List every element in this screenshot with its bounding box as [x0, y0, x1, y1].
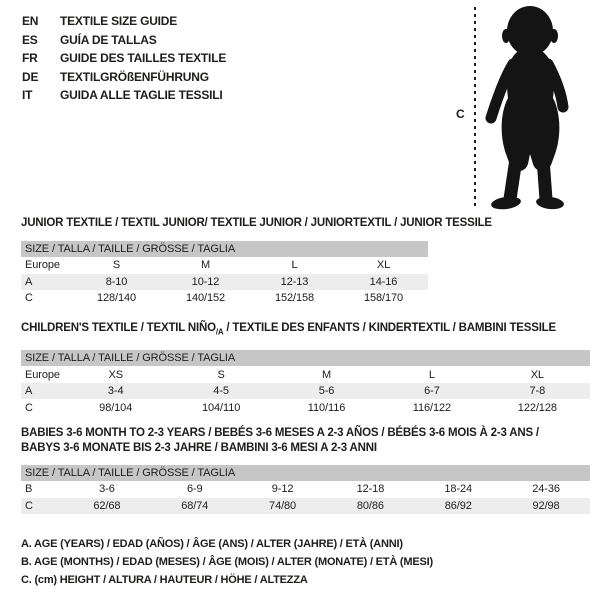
age-cell: 8-10	[105, 275, 128, 288]
table-row-height	[21, 498, 590, 515]
height-cell: 98/104	[99, 401, 133, 414]
height-measure-label: C	[456, 107, 465, 121]
language-title-list	[22, 12, 226, 105]
table-row-age	[21, 383, 590, 400]
title-part: CHILDREN'S TEXTILE / TEXTIL NIÑO	[21, 322, 216, 334]
age-cell: 4-5	[213, 385, 229, 398]
title-line-1: BABIES 3-6 MONTH TO 2-3 YEARS / BEBÉS 3-6 MESES A 2-3 AÑOS / BÉBÉS 3-6 MOIS À 2-3 ANS /	[21, 427, 539, 439]
age-cell: 9-12	[271, 483, 294, 496]
height-cell: 74/80	[269, 499, 297, 512]
title-subscript: /A	[215, 327, 224, 337]
childrens-textile-table	[21, 321, 590, 416]
language-code: DE	[22, 69, 39, 84]
age-cell: 14-16	[369, 275, 398, 288]
language-row-fr	[22, 49, 226, 68]
childrens-table-title	[21, 321, 590, 339]
table-row-height	[21, 290, 428, 307]
note-age-months: B. AGE (MONTHS) / EDAD (MESES) / ÂGE (MOIS) / ALTER (MONATE) / ETÀ (MESI)	[21, 556, 433, 568]
age-cell: 3-4	[107, 385, 124, 398]
size-cell: XL	[530, 368, 544, 381]
guide-title-es: GUÍA DE TALLAS	[60, 32, 157, 47]
note-age-years: A. AGE (YEARS) / EDAD (AÑOS) / ÂGE (ANS) / ALTER (JAHRE) / ETÀ (ANNI)	[21, 538, 403, 550]
language-code: ES	[22, 32, 38, 47]
size-header-bar: SIZE / TALLA / TAILLE / GRÖSSE / TAGLIA	[21, 241, 428, 257]
junior-table-title: JUNIOR TEXTILE / TEXTIL JUNIOR/ TEXTILE JUNIOR / JUNIORTEXTIL / JUNIOR TESSILE	[21, 217, 492, 229]
height-cell: 104/110	[201, 401, 241, 414]
age-cell: 24-36	[532, 483, 560, 496]
size-cell: L	[428, 368, 435, 381]
language-code: EN	[22, 14, 39, 29]
age-cell: 6-9	[186, 483, 203, 496]
size-cell: M	[200, 259, 211, 272]
height-cell: 92/98	[532, 499, 560, 512]
height-cell: 110/116	[307, 401, 346, 414]
size-cell: S	[112, 259, 121, 272]
height-cell: 116/122	[412, 401, 452, 414]
size-cell: XS	[108, 368, 123, 381]
age-cell: 5-6	[318, 385, 335, 398]
row-label: C	[25, 499, 33, 512]
table-row-europe	[21, 366, 590, 383]
row-label: C	[25, 292, 33, 305]
babies-table-title	[21, 426, 590, 456]
height-cell: 128/140	[96, 292, 137, 305]
row-label: B	[25, 483, 33, 496]
row-label: C	[25, 401, 33, 414]
language-row-en	[22, 12, 226, 31]
size-cell: XL	[376, 259, 391, 272]
size-cell: S	[217, 368, 225, 381]
height-cell: 140/152	[185, 292, 226, 305]
language-code: FR	[22, 51, 38, 66]
table-row-height	[21, 399, 590, 416]
table-row-age	[21, 274, 428, 291]
row-label: A	[25, 275, 33, 288]
age-cell: 10-12	[191, 275, 220, 288]
language-row-es	[22, 31, 226, 50]
height-measure-dashed-line	[474, 7, 476, 208]
guide-title-en: TEXTILE SIZE GUIDE	[60, 14, 178, 29]
age-cell: 3-6	[99, 483, 115, 496]
size-cell: L	[291, 259, 298, 272]
guide-title-fr: GUIDE DES TAILLES TEXTILE	[60, 51, 227, 66]
row-label: Europe	[25, 259, 60, 272]
height-cell: 62/68	[93, 499, 121, 512]
guide-title-it: GUIDA ALLE TAGLIE TESSILI	[60, 88, 223, 103]
height-cell: 80/86	[356, 499, 384, 512]
height-cell: 152/158	[274, 292, 315, 305]
size-cell: M	[321, 368, 332, 381]
age-cell: 12-13	[280, 275, 309, 288]
height-cell: 122/128	[517, 401, 557, 414]
table-row-europe	[21, 257, 428, 274]
size-header-bar: SIZE / TALLA / TAILLE / GRÖSSE / TAGLIA	[21, 465, 590, 481]
legend-notes	[21, 535, 433, 589]
height-cell: 158/170	[363, 292, 404, 305]
row-label: Europe	[25, 368, 60, 381]
note-height-cm: C. (cm) HEIGHT / ALTURA / HAUTEUR / HÖHE / ALTEZZA	[21, 574, 308, 586]
language-row-it	[22, 86, 226, 105]
height-cell: 86/92	[444, 499, 472, 512]
row-label: A	[25, 385, 33, 398]
language-row-de	[22, 68, 226, 87]
size-header-bar: SIZE / TALLA / TAILLE / GRÖSSE / TAGLIA	[21, 350, 590, 366]
language-code: IT	[22, 88, 33, 103]
table-row-age-months	[21, 481, 590, 498]
toddler-silhouette	[482, 4, 586, 212]
title-part: / TEXTILE DES ENFANTS / KINDERTEXTIL / BAMBINI TESSILE	[223, 322, 556, 334]
title-line-2: BABYS 3-6 MONATE BIS 2-3 JAHRE / BAMBINI 3-6 MESI A 2-3 ANNI	[21, 442, 377, 454]
age-cell: 18-24	[444, 483, 473, 496]
height-cell: 68/74	[181, 499, 209, 512]
age-cell: 7-8	[529, 385, 546, 398]
junior-textile-table	[21, 216, 492, 307]
babies-textile-table	[21, 426, 590, 514]
age-cell: 6-7	[424, 385, 440, 398]
guide-title-de: TEXTILGRÖßENFÜHRUNG	[60, 69, 209, 84]
age-cell: 12-18	[356, 483, 385, 496]
